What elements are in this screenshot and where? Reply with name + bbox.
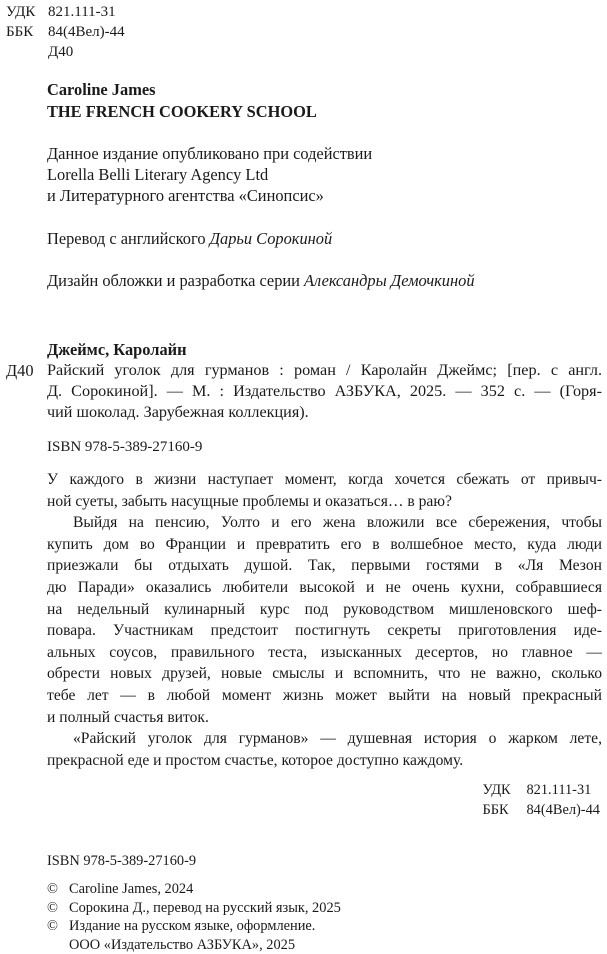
bottom-isbn: ISBN 978-5-389-27160-9 — [47, 853, 197, 869]
bbk-label: ББК — [6, 24, 34, 40]
bottom-bbk-value: 84(4Вел)-44 — [526, 802, 600, 818]
design-prefix: Дизайн обложки и разработка серии — [47, 271, 305, 290]
annotation-line: на недельный кулинарный курс под руководством мишленовского шеф- — [47, 600, 602, 618]
annotation-line: У каждого в жизни наступает момент, когда хочется сбежать от привыч- — [47, 471, 602, 488]
bottom-udk-value: 821.111-31 — [526, 782, 592, 798]
bottom-udk-label: УДК — [482, 782, 511, 798]
udk-value: 821.111-31 — [48, 4, 116, 20]
copyright-symbol: © — [47, 899, 58, 916]
copyright-text: Caroline James, 2024 — [69, 881, 194, 897]
copyright-line — [47, 899, 341, 918]
catalog-description — [47, 360, 602, 423]
translation-credit — [47, 228, 332, 249]
annotation-line: Выйдя на пенсию, Уолто и его жена вложили все сбережения, чтобы — [73, 514, 602, 532]
catalog-line: Д. Сорокиной]. — М. : Издательство АЗБУКА, 2025. — 352 с. — (Горя- — [47, 382, 602, 400]
design-credit — [47, 270, 475, 291]
udk-label: УДК — [6, 4, 36, 20]
translator-name: Дарьи Сорокиной — [209, 229, 333, 248]
classification-codes — [6, 2, 125, 62]
bottom-classification-codes — [482, 780, 600, 820]
designer-name: Александры Демочкиной — [304, 271, 475, 290]
annotation-line: альных соусов, правильного теста, изысканных десертов, но главное — — [47, 643, 602, 661]
annotation-line: «Райский уголок для гурманов» — душевная история о жарком лете, — [73, 730, 602, 748]
original-title: THE FRENCH COOKERY SCHOOL — [47, 102, 317, 121]
annotation-line: ной суеты, забыть насущные проблемы и оказаться… в раю? — [47, 492, 452, 510]
annotation-line: тебе лет — в любой момент жизнь может выйти на новый прекрасный — [47, 686, 602, 704]
annotation — [47, 469, 602, 771]
original-author: Caroline James — [47, 80, 156, 99]
catalog-line: чий шоколад. Зарубежная коллекция). — [47, 403, 309, 421]
author-mark: Д40 — [48, 44, 74, 60]
catalog-heading: Джеймс, Каролайн — [47, 340, 187, 359]
copyright-continuation: ООО «Издательство АЗБУКА», 2025 — [69, 936, 296, 953]
copyright-symbol: © — [47, 918, 58, 935]
publication-note-line: Данное издание опубликовано при содействии — [47, 144, 373, 163]
annotation-line: приезжали бы отдыхать душой. Так, первыми гостями в «Ля Мезон — [47, 557, 602, 575]
copyright-text: Издание на русском языке, оформление. — [69, 918, 316, 935]
copyright-line — [47, 917, 341, 936]
bottom-bbk-label: ББК — [482, 802, 509, 818]
publication-note-line: и Литературного агентства «Синопсис» — [47, 186, 324, 205]
isbn: ISBN 978-5-389-27160-9 — [47, 439, 203, 455]
copyright-block — [47, 880, 341, 954]
translation-prefix: Перевод с английского — [47, 229, 210, 248]
publication-note-line: Lorella Belli Literary Agency Ltd — [47, 165, 269, 184]
publication-note — [47, 143, 372, 206]
catalog-line: Райский уголок для гурманов : роман / Каролайн Джеймс; [пер. с англ. — [47, 361, 602, 379]
annotation-line: купить дом во Франции и превратить его в волшебное место, куда люди — [47, 535, 602, 553]
catalog-mark: Д40 — [6, 361, 34, 380]
copyright-symbol: © — [47, 881, 58, 897]
annotation-line: повара. Участникам предстоит постигнуть секреты приготовления иде- — [47, 622, 602, 640]
annotation-line: прекрасной еде и простом счастье, которое доступно каждому. — [47, 751, 464, 769]
bbk-value: 84(4Вел)-44 — [48, 24, 125, 40]
copyright-text: Сорокина Д., перевод на русский язык, 2025 — [69, 899, 341, 916]
annotation-line: обрести новых друзей, новые смыслы и вспомнить, что не важно, сколько — [47, 665, 602, 683]
annotation-line: дю Паради» оказались любители высокой и не очень кухни, собравшиеся — [47, 578, 602, 596]
copyright-line — [47, 880, 341, 899]
annotation-line: и полный счастья виток. — [47, 708, 209, 726]
